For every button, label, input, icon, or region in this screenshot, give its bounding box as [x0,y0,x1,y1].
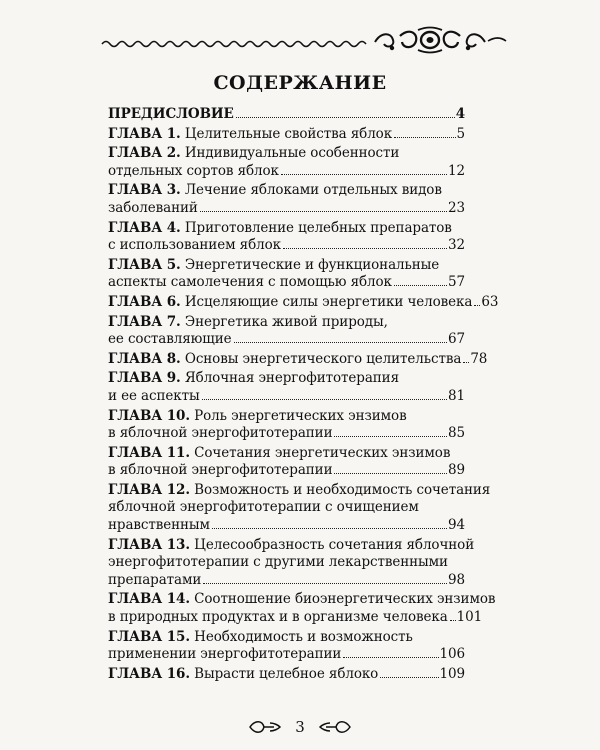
toc-entry-line [108,126,465,144]
page-number: 3 [295,717,305,736]
page-number: 23 [448,199,465,216]
dot-leader [463,361,469,363]
toc-entry-line [108,331,465,349]
chapter-title: в яблочной энергофитотерапии [108,462,333,479]
chapter-title: Необходимость и возможность [194,628,413,645]
toc-line-text [108,554,448,570]
header-ornament [100,24,510,54]
toc-entry [108,666,465,684]
chapter-label: ГЛАВА 15. [108,628,190,645]
toc-entry-line [108,666,465,684]
chapter-label: ГЛАВА 5. [108,256,181,273]
toc-line-text [108,163,279,181]
toc-entry [108,126,465,144]
chapter-label: ГЛАВА 13. [108,536,190,553]
chapter-label: ГЛАВА 2. [108,145,181,162]
chapter-title: аспекты самолечения с помощью яблок [108,274,392,291]
toc-entry [108,182,465,217]
toc-entry [108,445,465,480]
chapter-title: нравственным [108,517,210,534]
footer-left-ornament [248,720,282,734]
chapter-label: ГЛАВА 4. [108,219,181,236]
toc-line-text [108,537,474,553]
toc-entry-line [108,274,465,292]
chapter-title: яблочной энергофитотерапии с очищением [108,499,419,516]
chapter-label: ГЛАВА 12. [108,481,190,498]
dot-leader [281,173,447,175]
chapter-title: энергофитотерапии с другими лекарственными [108,554,448,571]
toc-line-text [108,182,442,198]
toc-line-text [108,609,448,627]
toc-entry-line [108,462,465,480]
toc-entry-line [108,182,465,200]
chapter-title: Роль энергетических энзимов [194,407,407,424]
chapter-title: Основы энергетического целительства [184,350,462,367]
preface-label: ПРЕДИСЛОВИЕ [108,106,234,122]
dot-leader [334,435,447,437]
chapter-title: применении энергофитотерапии [108,646,342,663]
dot-leader [394,136,455,138]
page-number: 63 [481,293,499,310]
dot-leader [334,472,447,474]
chapter-title: в яблочной энергофитотерапии [108,425,333,442]
toc-line-text [108,388,200,406]
chapter-title: в природных продуктах и в организме человека [108,609,448,626]
chapter-label: ГЛАВА 6. [108,293,181,310]
chapter-title: ее составляющие [108,331,232,348]
toc-line-text [108,370,399,386]
page-number: 12 [448,162,465,179]
chapter-title: заболеваний [108,199,198,216]
toc-entry [108,314,465,349]
toc-entry-line [108,220,465,238]
chapter-title: Приготовление целебных препаратов [184,219,452,236]
toc-entry-line [108,536,475,555]
toc-entry-line [108,591,496,609]
toc-line-text [108,445,450,461]
toc-entry [108,629,465,664]
toc-entry-line [108,106,465,124]
toc-entry-line [108,200,465,218]
chapter-label: ГЛАВА 9. [108,370,181,387]
chapter-title: препаратами [108,571,202,588]
toc-entry-line [108,314,465,332]
page-number: 78 [470,350,488,367]
page-number: 98 [448,571,465,588]
chapter-label: ГЛАВА 11. [108,444,190,461]
chapter-label: ГЛАВА 16. [108,665,190,682]
chapter-title: Сочетания энергетических энзимов [194,444,451,461]
page-number: 85 [448,425,465,442]
toc-entry-line [108,408,465,426]
toc-entry [108,481,491,535]
footer-right-ornament [318,720,352,734]
chapter-label: ГЛАВА 3. [108,182,181,199]
page-footer [0,716,600,736]
dot-leader [203,582,447,584]
page-number: 109 [439,665,465,682]
dot-leader [450,619,456,621]
toc-line-text [108,408,407,424]
toc-line-text [108,629,413,645]
table-of-contents [108,104,499,683]
toc-entry [108,293,499,312]
chapter-title: Яблочная энергофитотерапия [184,370,399,387]
toc-line-text [108,499,419,515]
toc-entry [108,257,465,292]
toc-entry-line [108,145,465,163]
toc-entry-line [108,517,465,535]
page-number: 89 [448,462,465,479]
chapter-title: Исцеляющие силы энергетики человека [184,293,473,310]
dot-leader [380,676,438,678]
toc-entry-line [108,370,465,388]
toc-entry [108,145,465,180]
toc-entry [108,536,475,590]
toc-entry-line [108,554,465,572]
toc-line-text [108,126,392,144]
page-number: 5 [456,125,465,142]
toc-line-text [108,237,281,255]
toc-line-text [108,591,495,607]
chapter-title: Целесообразность сочетания яблочной [194,536,475,553]
toc-entry [108,408,465,443]
toc-line-text [108,666,378,684]
chapter-title: Вырасти целебное яблоко [194,665,379,682]
chapter-title: отдельных сортов яблок [108,162,279,179]
dot-leader [212,527,447,529]
toc-line-text [108,351,461,369]
toc-line-text [108,425,332,443]
chapter-title: Целительные свойства яблок [184,125,393,142]
toc-line-text [108,200,198,218]
dot-leader [343,656,438,658]
page-number: 32 [448,237,465,254]
toc-line-text [108,482,490,498]
page-number: 4 [455,106,465,122]
chapter-label: ГЛАВА 10. [108,407,190,424]
toc-entry-line [108,646,465,664]
toc-entry-line [108,629,465,647]
toc-line-text [108,314,388,330]
toc-entry [108,350,488,369]
toc-line-text [108,331,232,349]
page-title: СОДЕРЖАНИЕ [213,72,387,94]
toc-line-text [108,517,210,535]
chapter-title: Индивидуальные особенности [184,145,400,162]
toc-entry-line [108,499,465,517]
toc-line-text [108,257,439,273]
page-number: 94 [448,517,465,534]
dot-leader [234,341,447,343]
toc-entry-line [108,481,491,500]
toc-entry-line [108,445,465,463]
toc-line-text [108,145,399,161]
toc-entry-line [108,572,465,590]
toc-line-text [108,462,332,480]
dot-leader [236,116,455,118]
page-number: 67 [448,331,465,348]
chapter-title: Возможность и необходимость сочетания [194,481,491,498]
page-number: 106 [439,646,465,663]
dot-leader [200,210,447,212]
toc-line-text [108,646,341,664]
toc-entry-line [108,257,465,275]
chapter-label: ГЛАВА 1. [108,125,181,142]
dot-leader [474,304,480,306]
toc-entry-line [108,609,483,627]
toc-entry-line [108,237,465,255]
toc-entry-line [108,350,488,369]
toc-entry [108,591,496,626]
chapter-title: и ее аспекты [108,387,200,404]
toc-entry-line [108,425,465,443]
page-number: 81 [448,387,465,404]
toc-entry-preface [108,106,465,124]
chapter-title: Энергетические и функциональные [184,256,440,273]
chapter-title: Соотношение биоэнергетических энзимов [194,591,496,608]
toc-entry-line [108,388,465,406]
chapter-title: Лечение яблоками отдельных видов [184,182,442,199]
chapter-title: с использованием яблок [108,237,281,254]
chapter-label: ГЛАВА 8. [108,350,181,367]
toc-line-text [108,274,392,292]
toc-entry [108,220,465,255]
dot-leader [283,247,447,249]
page-number: 101 [456,609,483,626]
toc-line-text [108,220,452,236]
toc-entry-line [108,163,465,181]
toc-entry-line [108,293,499,312]
page-number: 57 [448,274,465,291]
dot-leader [394,284,447,286]
toc-entry [108,370,465,405]
toc-line-text [108,572,201,590]
dot-leader [202,398,447,400]
chapter-label: ГЛАВА 7. [108,313,181,330]
toc-line-text [108,294,472,312]
chapter-title: Энергетика живой природы, [184,313,388,330]
chapter-label: ГЛАВА 14. [108,591,190,608]
